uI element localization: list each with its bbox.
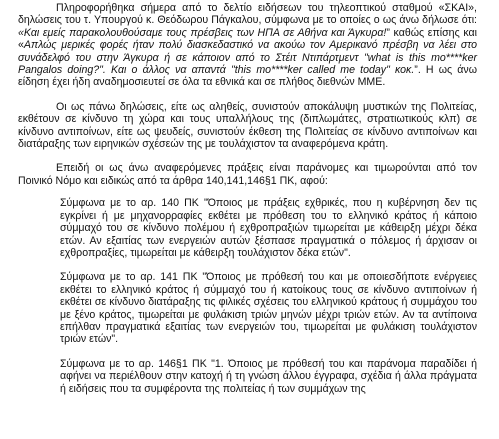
- quote-text: «Και εμείς παρακολουθούσαμε τους πρέσβεις των ΗΠΑ σε Αθήνα και Άγκυρα!: [18, 26, 387, 39]
- paragraph-text: ”. Η ως άνω είδηση έχει ήδη αναδημοσιευτεί σε όλα τα εθνικά και σε πλήθος διεθνών ΜΜΕ.: [18, 64, 477, 89]
- article-146-quote: Σύμφωνα με το αρ. 146§1 ΠΚ "1. Όποιος με πρόθεσή του και παράνομα παραδίδει ή αφήνει να περιέλθουν στην κατοχή ή τη γνώση άλλου έγγραφα, σχέδια ή άλλα πράγματα ή ειδήσεις που τα συμφέροντα της πολιτείας ή των συμμάχων της: [60, 357, 477, 395]
- quote-text: Απλώς μερικές φορές ήταν πολύ διασκεδαστικό να ακούω τον Αμερικανό πρέσβη να λέει στο συνάδελφό του στην Άγκυρα ή σε κάποιον από το Στέιτ Ντιπάρτμεντ "what is this mo****ker Pangalos doing?". Και ο άλλος να απαντά "this mo****ker called me today" κοκ.: [18, 39, 477, 77]
- paragraph-statements: Οι ως πάνω δηλώσεις, είτε ως αληθείς, συνιστούν αποκάλυψη μυστικών της Πολιτείας, εκθέτουν σε κίνδυνο τη χώρα και τους υπαλλήλους της (διπλωμάτες, στρατιωτικούς κλπ) σε κίνδυνο αντιποίνων, είτε ως ψευδείς, συνιστούν έκθεση της Πολιτείας σε κίνδυνο αντιποίνων και διατάραξης των ειρηνικών σχέσεών της με τουλάχιστον τα αναφερόμενα κράτη.: [18, 100, 477, 151]
- paragraph-text: ” καθώς επίσης και «: [18, 26, 477, 52]
- article-140-quote: Σύμφωνα με το αρ. 140 ΠΚ "Όποιος με πράξεις εχθρικές, που η κυβέρνηση δεν τις εγκρίνει ή με μηχανορραφίες εκθέτει με πρόθεση του το ελληνικό κράτος ή κάποιο σύμμαχό του σε κίνδυνο πολέμου ή εχθροπραξιών τιμωρείται με κάθειρξη μέχρι δέκα ετών. Αν εξαιτίας των ενεργειών αυτών ξέσπασε πραγματικά ο πόλεμος ή άρχισαν οι εχθροπραξίες, τιμωρείται με κάθειρξη τουλάχιστον δέκα ετών".: [60, 197, 477, 259]
- paragraph-text: Πληροφορήθηκα σήμερα από το δελτίο ειδήσεων του τηλεοπτικού σταθμού «ΣΚΑΙ», δηλώσεις του τ. Υπουργού κ. Θεόδωρου Πάγκαλου, σύμφωνα με το οποίες ο ως άνω δήλωσε ότι:: [18, 2, 477, 27]
- paragraph-legal-basis: Επειδή οι ως άνω αναφερόμενες πράξεις είναι παράνομες και τιμωρούνται από τον Ποινικό Νόμο και ειδικώς από τα άρθρα 140,141,146§1 ΠΚ, αφού:: [18, 162, 477, 187]
- article-141-quote: Σύμφωνα με το αρ. 141 ΠΚ "Όποιος με πρόθεσή του και με οποιεσδήποτε ενέργειες εκθέτει το ελληνικό κράτος ή σύμμαχό του ή κατοίκους τους σε κίνδυνο αντιποίνων ή εκθέτει σε κίνδυνο διατάραξης τις φιλικές σχέσεις του ελληνικού κράτους ή συμμάχου του με ξένο κράτος, τιμωρείται με φυλάκιση τριών μηνών μέχρι τριών ετών. Αν τα αντίποινα επήλθαν πραγματικά εξαιτίας των ενεργειών του, τιμωρείται με φυλάκιση τουλάχιστον τριών ετών".: [60, 271, 477, 346]
- paragraph-news-report: [18, 2, 477, 89]
